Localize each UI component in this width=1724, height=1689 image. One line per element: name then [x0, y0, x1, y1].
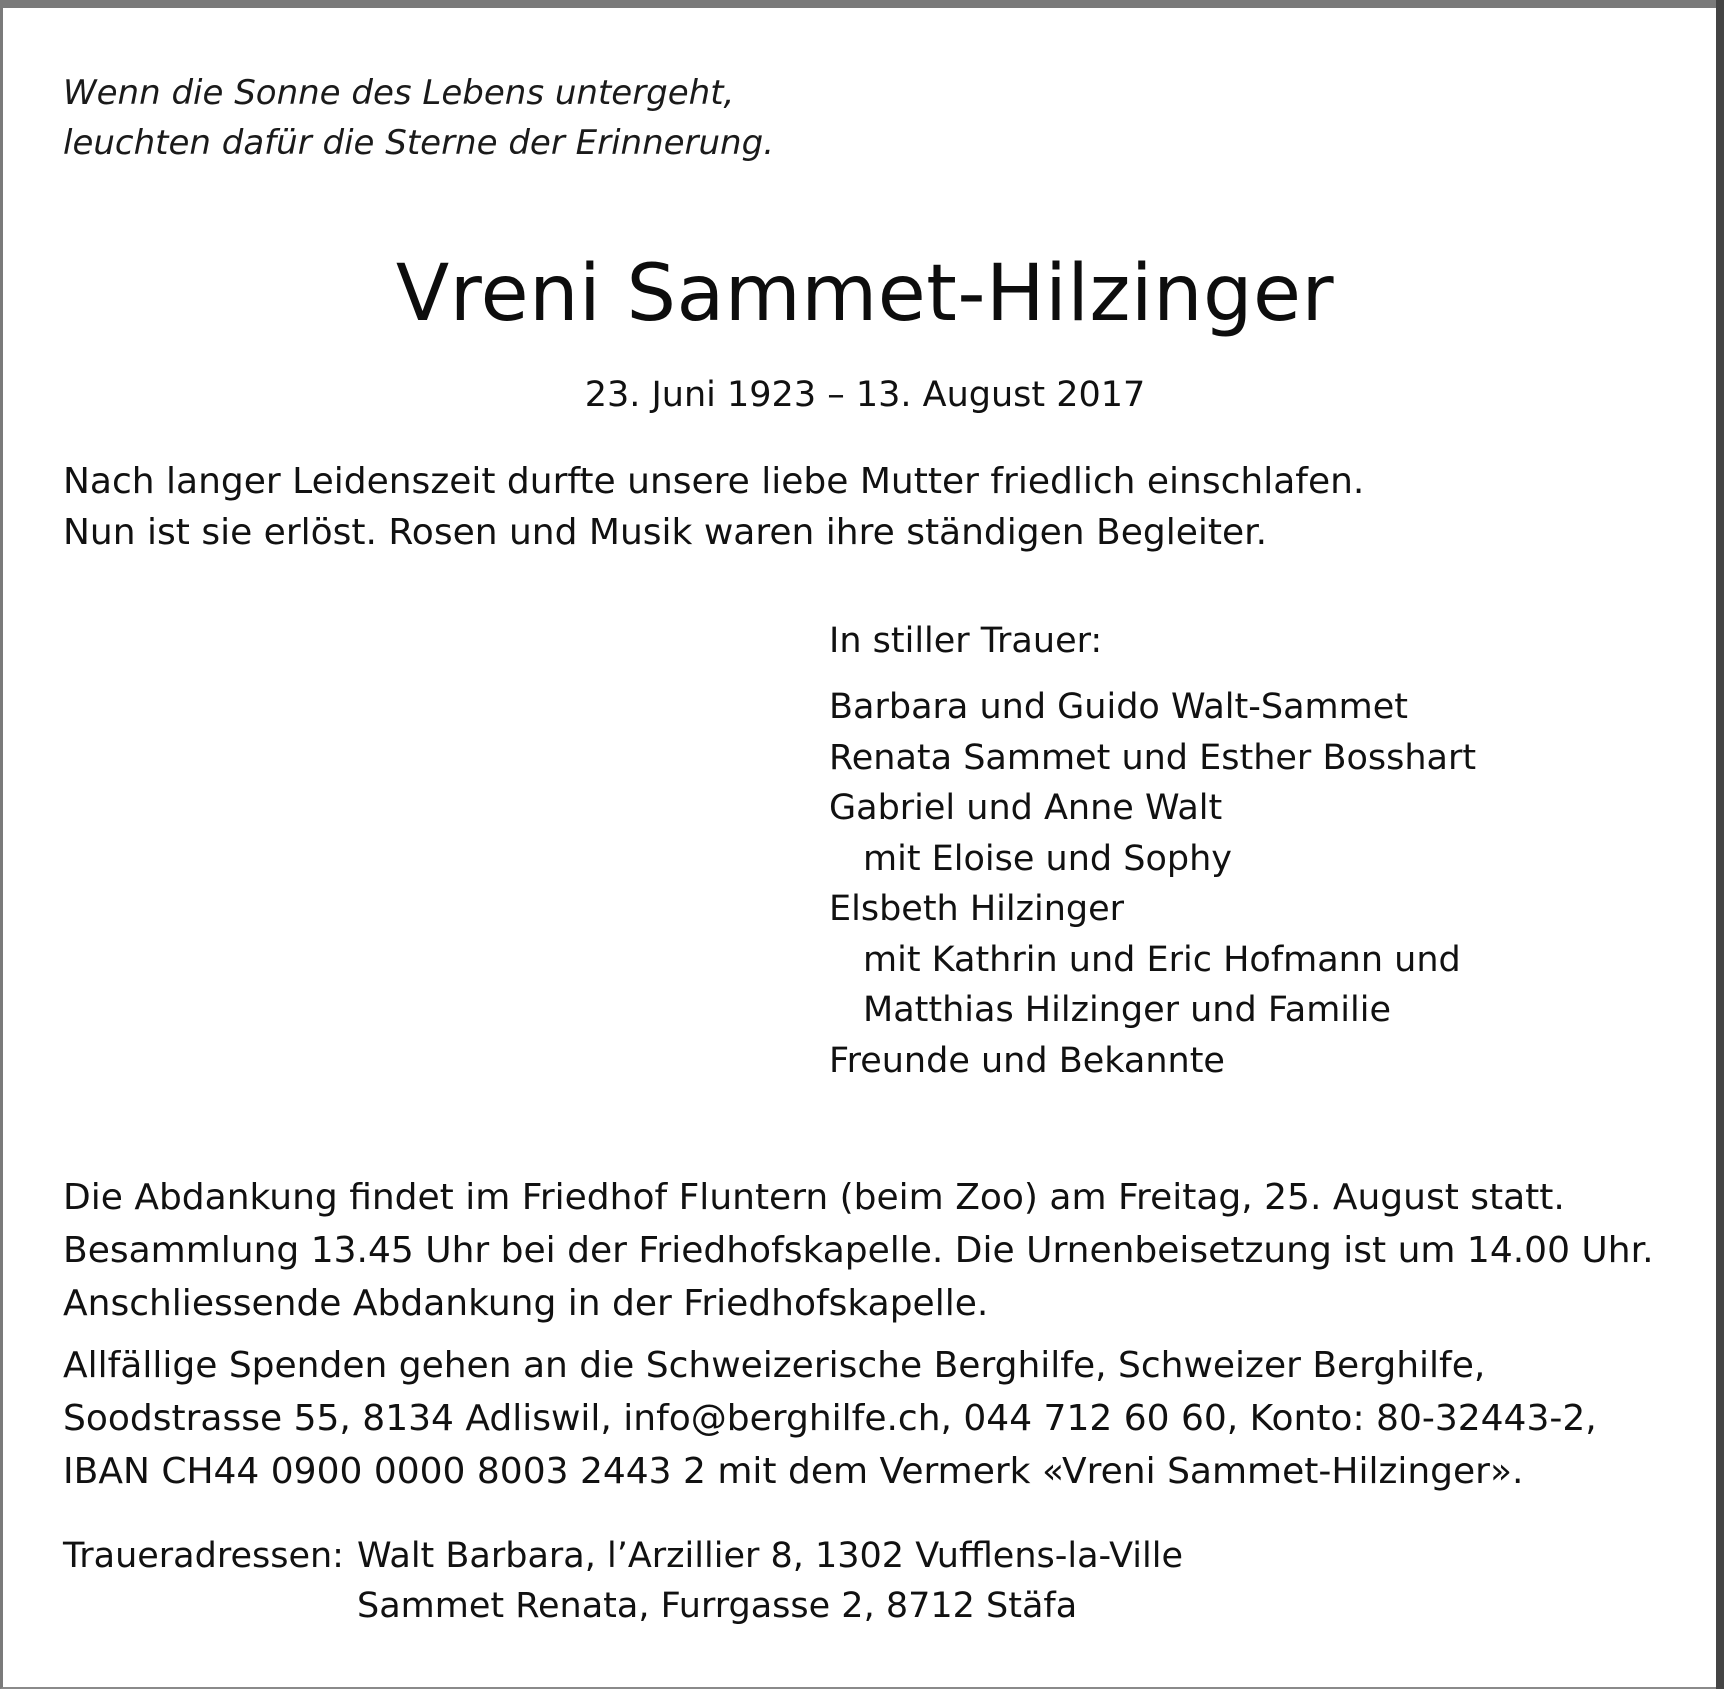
motto-quote [63, 68, 774, 168]
addresses-list [357, 1531, 1183, 1631]
ceremony-info [63, 1171, 1654, 1330]
mourner-line-indented: Matthias Hilzinger und Familie [863, 990, 1391, 1030]
addresses-label: Traueradressen: [63, 1536, 344, 1576]
donation-line-1: Allfällige Spenden gehen an die Schweizerische Berghilfe, Schweizer Berghilfe, [63, 1345, 1486, 1386]
mourner-line: Renata Sammet und Esther Bosshart [829, 737, 1477, 778]
intro-text [63, 456, 1364, 558]
intro-line-1: Nach langer Leidenszeit durfte unsere liebe Mutter friedlich einschlafen. [63, 461, 1365, 502]
mourner-line-indented: mit Eloise und Sophy [863, 838, 1232, 879]
mourner-line: Freunde und Bekannte [829, 1040, 1225, 1081]
ceremony-line-2: Besammlung 13.45 Uhr bei der Friedhofskapelle. Die Urnenbeisetzung ist um 14.00 Uhr. [63, 1230, 1654, 1271]
intro-line-2: Nun ist sie erlöst. Rosen und Musik waren ihre ständigen Begleiter. [63, 512, 1268, 553]
donation-line-2: Soodstrasse 55, 8134 Adliswil, info@berghilfe.ch, 044 712 60 60, Konto: 80-32443-2, [63, 1398, 1597, 1439]
motto-line-2: leuchten dafür die Sterne der Erinnerung. [63, 123, 774, 163]
mourning-heading: In stiller Trauer: [829, 621, 1103, 661]
donation-info [63, 1339, 1597, 1498]
ceremony-line-3: Anschliessende Abdankung in der Friedhofskapelle. [63, 1283, 989, 1324]
mourner-line: Barbara und Guido Walt-Sammet [829, 687, 1408, 727]
mourner-line: Gabriel und Anne Walt [829, 788, 1223, 828]
donation-line-3: IBAN CH44 0900 0000 8003 2443 2 mit dem Vermerk «Vreni Sammet-Hilzinger». [63, 1451, 1524, 1492]
deceased-name: Vreni Sammet-Hilzinger [395, 249, 1335, 339]
address-line-1: Walt Barbara, l’Arzillier 8, 1302 Vufflens-la-Ville [357, 1536, 1184, 1576]
address-line-2: Sammet Renata, Furrgasse 2, 8712 Stäfa [357, 1586, 1078, 1626]
mourner-line-indented: mit Kathrin und Eric Hofmann und [863, 939, 1461, 980]
life-dates: 23. Juni 1923 – 13. August 2017 [584, 375, 1146, 415]
ceremony-line-1: Die Abdankung findet im Friedhof Fluntern (beim Zoo) am Freitag, 25. August statt. [63, 1177, 1565, 1218]
motto-line-1: Wenn die Sonne des Lebens untergeht, [63, 73, 735, 113]
mourners-list [829, 682, 1476, 1086]
mourner-line: Elsbeth Hilzinger [829, 889, 1125, 929]
